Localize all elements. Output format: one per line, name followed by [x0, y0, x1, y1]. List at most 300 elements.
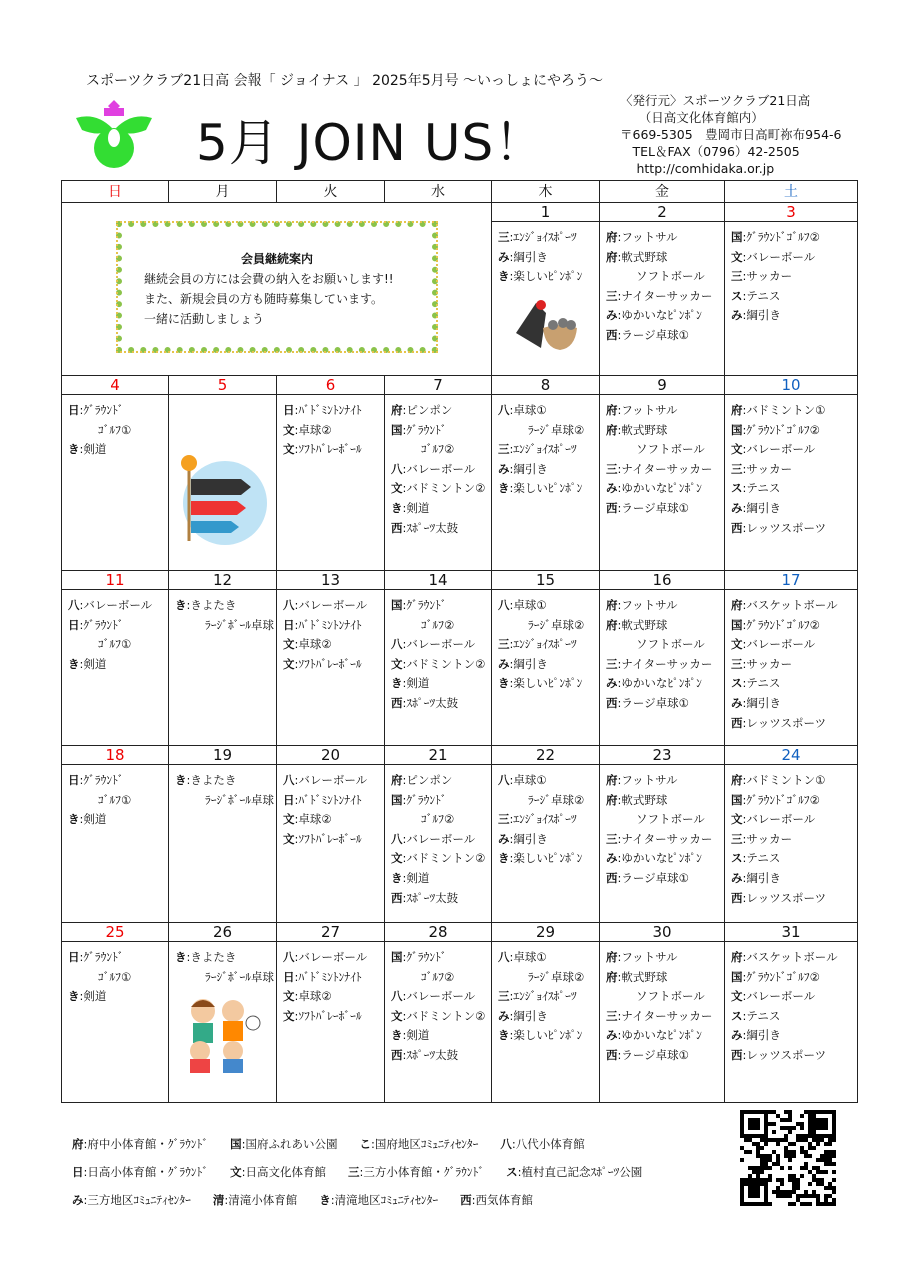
- activity-list: [62, 395, 168, 460]
- activity-name: テニス: [746, 676, 781, 691]
- activity-item: [283, 596, 384, 616]
- activity-item: [606, 306, 724, 326]
- activity-item: [283, 635, 384, 655]
- separator: :: [742, 637, 747, 652]
- venue-code: 日: [68, 773, 80, 787]
- publisher-url[interactable]: http://comhidaka.or.jp: [620, 161, 775, 176]
- separator: :: [294, 773, 299, 787]
- day-cell[interactable]: [62, 746, 169, 923]
- separator: :: [509, 269, 514, 284]
- activity-item: [606, 596, 724, 616]
- activity-name: レッツスポーツ: [746, 715, 827, 730]
- activity-list: [169, 765, 276, 810]
- activity-name: ｸﾞﾗｳﾝﾄﾞｺﾞﾙﾌ②: [746, 230, 820, 244]
- day-cell[interactable]: [600, 923, 725, 1103]
- activity-item: [731, 499, 857, 519]
- activity-list: [725, 765, 857, 908]
- activity-item: [283, 810, 384, 830]
- day-number: 31: [725, 923, 857, 942]
- activity-name: ｿﾌﾄﾊﾞﾚｰﾎﾞｰﾙ: [298, 656, 362, 671]
- activity-item: [606, 948, 724, 968]
- activity-name: ｺﾞﾙﾌ①: [98, 792, 132, 807]
- activity-name: バドミントン②: [406, 481, 486, 496]
- separator: :: [371, 1137, 375, 1151]
- legend-item: [348, 1158, 484, 1186]
- separator: :: [742, 520, 747, 535]
- activity-name: ゆかいなﾋﾟﾝﾎﾟﾝ: [621, 1028, 702, 1043]
- venue-code: 八: [391, 831, 403, 846]
- separator: :: [294, 1008, 299, 1023]
- activity-name: バレーボール: [746, 249, 816, 264]
- venue-code: 文: [731, 637, 743, 652]
- notice-line: 継続会員の方には会費の納入をお願いします!!: [144, 272, 394, 286]
- venue-code: み: [731, 1028, 743, 1043]
- legend-item: [72, 1130, 208, 1158]
- separator: :: [511, 1137, 516, 1151]
- venue-code: 三: [348, 1165, 360, 1179]
- separator: :: [742, 308, 747, 323]
- day-cell[interactable]: [169, 571, 277, 746]
- activity-name: サッカー: [746, 656, 793, 671]
- activity-name: ｽﾎﾟｰﾂ太鼓: [406, 520, 459, 535]
- activity-name: バレーボール: [298, 950, 368, 964]
- calendar-week: [62, 376, 858, 571]
- venue-code: 文: [391, 1008, 403, 1023]
- activity-name: 剣道: [406, 870, 430, 885]
- activity-item: [498, 948, 599, 968]
- separator: :: [402, 598, 407, 612]
- activity-item: [283, 771, 384, 791]
- day-cell[interactable]: [725, 376, 858, 571]
- activity-item: [175, 771, 276, 791]
- venue-name: 三方地区ｺﾐｭﾆﾃｨｾﾝﾀｰ: [87, 1193, 191, 1207]
- day-cell[interactable]: [62, 376, 169, 571]
- separator: :: [471, 1193, 476, 1207]
- publisher-line: （日高文化体育館内）: [620, 110, 764, 125]
- activity-name: きよたき: [190, 950, 237, 964]
- venue-code: 文: [283, 637, 295, 652]
- activity-item: [68, 948, 168, 968]
- notice-line: 一緒に活動しましょう: [144, 312, 265, 326]
- separator: :: [294, 403, 299, 417]
- calendar-week: [62, 746, 858, 923]
- venue-code: き: [175, 950, 187, 964]
- activity-item: [498, 674, 599, 694]
- day-cell[interactable]: [385, 923, 492, 1103]
- activity-item: [175, 948, 276, 968]
- venue-code: 日: [68, 617, 80, 632]
- separator: :: [742, 617, 747, 632]
- day-cell[interactable]: [385, 376, 492, 571]
- activity-name: テニス: [746, 288, 781, 303]
- day-cell[interactable]: [277, 923, 385, 1103]
- separator: :: [79, 812, 84, 827]
- separator: :: [402, 1047, 407, 1062]
- venue-code: み: [498, 249, 510, 264]
- activity-list: [385, 395, 491, 538]
- separator: :: [402, 656, 407, 671]
- separator: :: [742, 230, 747, 244]
- separator: :: [402, 676, 407, 691]
- separator: :: [509, 481, 514, 496]
- separator: :: [617, 773, 622, 787]
- activity-item: [731, 479, 857, 499]
- separator: :: [402, 870, 407, 885]
- activity-list: [385, 942, 491, 1066]
- activity-name: ｸﾞﾗｳﾝﾄﾞ: [406, 422, 447, 437]
- activity-item: [731, 791, 857, 811]
- day-cell[interactable]: [725, 203, 858, 376]
- venue-code: 府: [731, 598, 743, 612]
- venue-code: 八: [498, 598, 510, 612]
- activity-name: バドミントン①: [746, 773, 826, 787]
- activity-name: 軟式野球: [621, 792, 668, 807]
- venue-code: 文: [283, 812, 295, 827]
- activity-name: ﾗｰｼﾞ卓球②: [528, 422, 585, 437]
- calendar-week: [62, 203, 858, 376]
- separator: :: [224, 1193, 229, 1207]
- venue-code: 文: [283, 656, 295, 671]
- activity-name: 剣道: [83, 442, 107, 457]
- day-cell[interactable]: [492, 376, 600, 571]
- separator: :: [742, 403, 747, 417]
- separator: :: [617, 969, 622, 984]
- activity-name: サッカー: [746, 461, 793, 476]
- day-cell[interactable]: [169, 923, 277, 1103]
- activity-item: [283, 791, 384, 811]
- activity-name: バドミントン①: [746, 403, 826, 417]
- activity-name: 軟式野球: [621, 617, 668, 632]
- separator: :: [79, 442, 84, 457]
- venue-code: ス: [506, 1165, 518, 1179]
- day-cell[interactable]: [492, 571, 600, 746]
- separator: :: [509, 1008, 514, 1023]
- separator: :: [742, 950, 747, 964]
- activity-name: 楽しいﾋﾟﾝﾎﾟﾝ: [513, 851, 583, 866]
- activity-item: [68, 987, 168, 1007]
- venue-code: こ: [359, 1137, 371, 1151]
- day-cell[interactable]: [277, 571, 385, 746]
- venue-code: 文: [731, 812, 743, 827]
- activity-list: [600, 222, 724, 346]
- legend-item: [213, 1186, 297, 1214]
- activity-item: [498, 771, 599, 791]
- separator: :: [617, 870, 622, 885]
- day-number: 24: [725, 746, 857, 765]
- activity-item: [606, 987, 724, 1007]
- activity-name: 綱引き: [513, 656, 548, 671]
- day-cell[interactable]: [277, 376, 385, 571]
- separator: :: [617, 422, 622, 437]
- activity-item: [391, 830, 491, 850]
- day-cell[interactable]: [725, 746, 858, 923]
- day-cell[interactable]: [62, 571, 169, 746]
- separator: :: [742, 656, 747, 671]
- venue-code: 日: [283, 792, 295, 807]
- activity-list: [600, 942, 724, 1066]
- day-number: 29: [492, 923, 599, 942]
- activity-name: ｽﾎﾟｰﾂ太鼓: [406, 695, 459, 710]
- venue-code: 三: [498, 230, 510, 244]
- day-cell[interactable]: [725, 923, 858, 1103]
- venue-code: 三: [731, 269, 743, 284]
- separator: :: [79, 989, 84, 1004]
- activity-name: ﾊﾞﾄﾞﾐﾝﾄﾝﾅｲﾄ: [298, 403, 362, 417]
- activity-item: [391, 694, 491, 714]
- venue-code: み: [731, 695, 743, 710]
- activity-name: ｸﾞﾗｳﾝﾄﾞｺﾞﾙﾌ②: [746, 792, 820, 807]
- activity-item: [731, 810, 857, 830]
- separator: :: [402, 792, 407, 807]
- venue-code: 日: [72, 1165, 84, 1179]
- separator: :: [617, 1028, 622, 1043]
- separator: :: [742, 269, 747, 284]
- separator: :: [294, 637, 299, 652]
- activity-name: テニス: [746, 481, 781, 496]
- activity-name: 綱引き: [746, 500, 781, 515]
- day-cell[interactable]: [492, 923, 600, 1103]
- separator: :: [617, 598, 622, 612]
- separator: :: [617, 403, 622, 417]
- separator: :: [742, 773, 747, 787]
- venue-code: 三: [606, 831, 618, 846]
- activity-item: [731, 869, 857, 889]
- day-cell[interactable]: [492, 203, 600, 376]
- venue-code: き: [68, 656, 80, 671]
- separator: :: [402, 481, 407, 496]
- day-cell[interactable]: [492, 746, 600, 923]
- activity-item: [731, 674, 857, 694]
- activity-name: ｸﾞﾗｳﾝﾄﾞｺﾞﾙﾌ②: [746, 969, 820, 984]
- separator: :: [509, 403, 514, 417]
- separator: :: [617, 327, 622, 342]
- activity-name: ｴﾝｼﾞｮｲｽﾎﾟｰﾂ: [513, 637, 577, 652]
- separator: :: [742, 1008, 747, 1023]
- venue-code: 八: [391, 989, 403, 1004]
- activity-name: 卓球①: [513, 950, 547, 964]
- day-cell[interactable]: [62, 923, 169, 1103]
- separator: :: [617, 249, 622, 264]
- activity-name: バスケットボール: [746, 950, 838, 964]
- activity-item: [731, 694, 857, 714]
- day-number: 26: [169, 923, 276, 942]
- activity-name: 剣道: [406, 676, 430, 691]
- venue-code: 日: [283, 969, 295, 984]
- activity-item: [731, 1046, 857, 1066]
- venue-code: 三: [606, 461, 618, 476]
- day-number: 22: [492, 746, 599, 765]
- activity-item: [498, 987, 599, 1007]
- activity-name: ｿﾌﾄﾊﾞﾚｰﾎﾞｰﾙ: [298, 831, 362, 846]
- venue-code: き: [68, 812, 80, 827]
- activity-name: ソフトボール: [636, 637, 705, 652]
- separator: :: [742, 969, 747, 984]
- venue-name: 府中小体育館・ｸﾞﾗｳﾝﾄﾞ: [87, 1137, 209, 1151]
- activity-item: [606, 499, 724, 519]
- activity-item: [731, 421, 857, 441]
- separator: :: [742, 676, 747, 691]
- day-number: 3: [725, 203, 857, 222]
- activity-item: [731, 460, 857, 480]
- separator: :: [742, 1028, 747, 1043]
- activity-item: [606, 267, 724, 287]
- venue-code: み: [606, 1028, 618, 1043]
- activity-item: [68, 440, 168, 460]
- activity-item: [498, 228, 599, 248]
- venue-code: み: [606, 851, 618, 866]
- activity-name: 綱引き: [513, 1008, 548, 1023]
- venue-code: 府: [606, 969, 618, 984]
- activity-name: バレーボール: [746, 637, 816, 652]
- activity-item: [606, 694, 724, 714]
- venue-code: 府: [72, 1137, 84, 1151]
- separator: :: [617, 288, 622, 303]
- day-cell[interactable]: [600, 376, 725, 571]
- activity-name: バレーボール: [298, 773, 368, 787]
- activity-name: ゆかいなﾋﾟﾝﾎﾟﾝ: [621, 676, 702, 691]
- activity-item: [68, 596, 168, 616]
- day-cell[interactable]: [385, 746, 492, 923]
- venue-legend: [72, 1130, 664, 1214]
- activity-item: [606, 968, 724, 988]
- activity-name: 卓球①: [513, 773, 547, 787]
- day-number: 5: [169, 376, 276, 395]
- activity-item: [391, 460, 491, 480]
- activity-name: フットサル: [621, 773, 678, 787]
- activity-item: [68, 401, 168, 421]
- activity-item: [68, 968, 168, 988]
- activity-item: [283, 440, 384, 460]
- day-number: 14: [385, 571, 491, 590]
- activity-name: ｽﾎﾟｰﾂ太鼓: [406, 890, 459, 905]
- separator: :: [79, 950, 84, 964]
- activity-item: [391, 987, 491, 1007]
- day-number: 23: [600, 746, 724, 765]
- activity-item: [68, 791, 168, 811]
- activity-item: [606, 401, 724, 421]
- activity-name: ラージ卓球①: [621, 870, 689, 885]
- venue-code: 西: [606, 327, 618, 342]
- venue-code: 府: [606, 950, 618, 964]
- day-number: 7: [385, 376, 491, 395]
- day-cell[interactable]: [600, 571, 725, 746]
- separator: :: [402, 500, 407, 515]
- activity-name: 軟式野球: [621, 249, 668, 264]
- venue-code: き: [319, 1193, 331, 1207]
- page-title: 5月 JOIN US！: [196, 114, 546, 172]
- venue-code: み: [606, 481, 618, 496]
- day-cell[interactable]: [725, 571, 858, 746]
- activity-name: 綱引き: [746, 1028, 781, 1043]
- activity-item: [391, 810, 491, 830]
- separator: :: [294, 422, 299, 437]
- activity-item: [498, 1007, 599, 1027]
- separator: :: [509, 656, 514, 671]
- separator: :: [742, 989, 747, 1004]
- separator: :: [509, 598, 514, 612]
- activity-item: [175, 968, 276, 988]
- activity-list: [600, 765, 724, 889]
- separator: :: [294, 950, 299, 964]
- activity-name: ﾗｰｼﾞﾎﾞｰﾙ卓球: [205, 969, 274, 984]
- activity-item: [731, 267, 857, 287]
- weekday-header: 土: [725, 181, 858, 203]
- venue-code: 西: [606, 1047, 618, 1062]
- activity-list: [600, 590, 724, 714]
- activity-name: ｿﾌﾄﾊﾞﾚｰﾎﾞｰﾙ: [298, 1008, 362, 1023]
- venue-code: み: [731, 500, 743, 515]
- activity-item: [498, 849, 599, 869]
- venue-code: き: [391, 1028, 403, 1043]
- activity-item: [391, 849, 491, 869]
- activity-item: [391, 519, 491, 539]
- activity-item: [498, 791, 599, 811]
- venue-code: 八: [283, 598, 295, 612]
- separator: :: [241, 1165, 246, 1179]
- day-cell[interactable]: [385, 571, 492, 746]
- activity-name: ラージ卓球①: [621, 695, 689, 710]
- activity-item: [731, 849, 857, 869]
- activity-name: ラージ卓球①: [621, 327, 689, 342]
- separator: :: [402, 403, 407, 417]
- activity-list: [492, 765, 599, 869]
- day-cell[interactable]: [600, 746, 725, 923]
- day-number: 9: [600, 376, 724, 395]
- venue-code: 国: [391, 422, 403, 437]
- activity-name: フットサル: [621, 950, 678, 964]
- venue-code: き: [175, 773, 187, 787]
- separator: :: [402, 890, 407, 905]
- day-cell[interactable]: [277, 746, 385, 923]
- activity-name: ナイターサッカー: [621, 831, 713, 846]
- day-cell[interactable]: [169, 376, 277, 571]
- venue-code: 府: [391, 403, 403, 417]
- activity-name: ラージ卓球①: [621, 500, 689, 515]
- weekday-header: 火: [277, 181, 385, 203]
- activity-name: 卓球①: [513, 403, 547, 417]
- activity-item: [731, 987, 857, 1007]
- activity-item: [68, 771, 168, 791]
- activity-name: ｺﾞﾙﾌ②: [421, 442, 455, 457]
- separator: :: [402, 1028, 407, 1043]
- activity-list: [385, 590, 491, 714]
- activity-name: バレーボール: [746, 442, 816, 457]
- activity-name: ナイターサッカー: [621, 288, 713, 303]
- separator: :: [294, 656, 299, 671]
- publisher-info: [620, 92, 842, 177]
- activity-item: [498, 267, 599, 287]
- day-number: 2: [600, 203, 724, 222]
- activity-list: [169, 590, 276, 635]
- legend-item: [72, 1186, 191, 1214]
- activity-item: [606, 440, 724, 460]
- activity-item: [283, 948, 384, 968]
- activity-name: ｺﾞﾙﾌ②: [421, 969, 455, 984]
- day-cell[interactable]: [600, 203, 725, 376]
- publisher-phone: TEL＆FAX（0796）42-2505: [620, 144, 800, 159]
- activity-item: [391, 440, 491, 460]
- calendar-week: [62, 571, 858, 746]
- activity-item: [606, 421, 724, 441]
- weekday-header: 日: [62, 181, 169, 203]
- venue-code: 三: [731, 656, 743, 671]
- activity-name: バドミントン②: [406, 656, 486, 671]
- activity-name: ｸﾞﾗｳﾝﾄﾞ: [406, 792, 447, 807]
- separator: :: [509, 461, 514, 476]
- activity-item: [283, 655, 384, 675]
- activity-item: [731, 287, 857, 307]
- day-cell[interactable]: [169, 746, 277, 923]
